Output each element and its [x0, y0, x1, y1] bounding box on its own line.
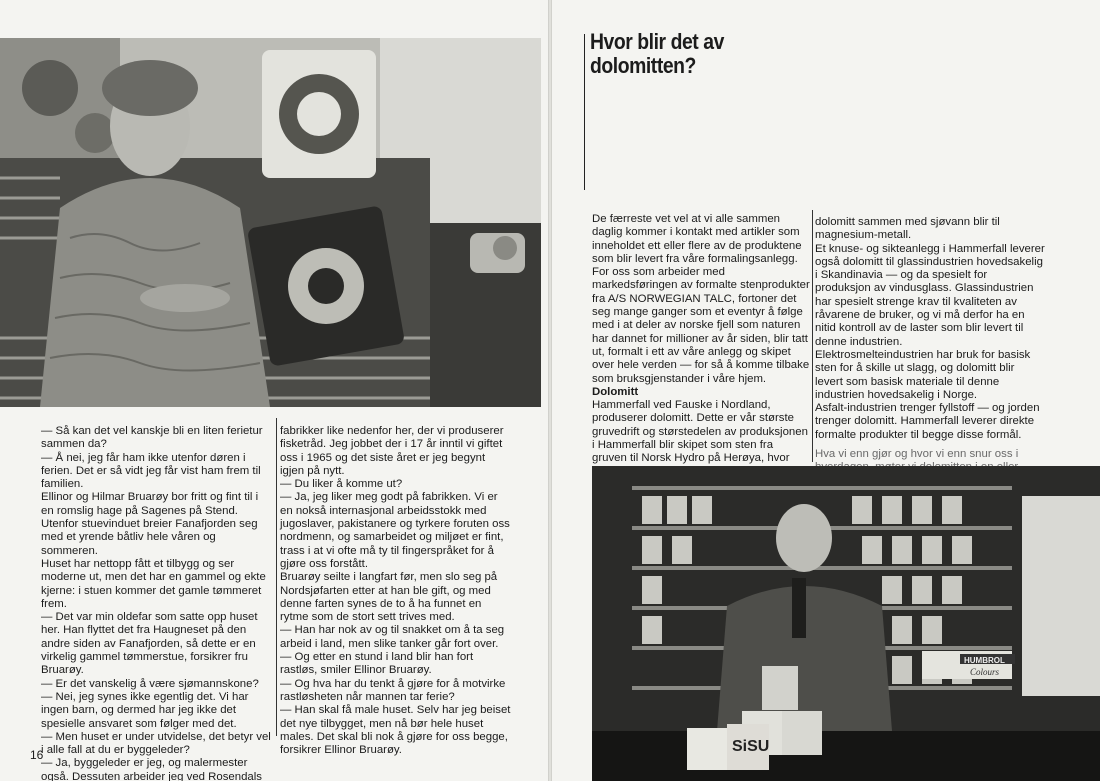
closing-paragraph: Hva vi enn gjør og hvor vi enn snur oss i: [815, 448, 1019, 461]
paragraph: — Og etter en stund i land blir han fort rastløs, smiler Ellinor Bruarøy.: [280, 651, 474, 677]
left-column-2: [280, 425, 512, 757]
left-column-1: [41, 425, 273, 781]
paragraph: dolomitt sammen med sjøvann blir til magnesium-metall.: [815, 216, 1000, 242]
paragraph: Ellinor og Hilmar Bruarøy bor fritt og fint til i en romslig hage på Sagenes på Stend. Utenfor stuevinduet breier Fanafjorden seg med et yrende båtliv hele våren og sommeren.: [41, 491, 259, 557]
shop-sign-humbrol: HUMBROL: [964, 656, 1005, 665]
right-column-2: [815, 216, 1045, 488]
column-divider: [276, 418, 277, 736]
shop-sign-colours: Colours: [970, 667, 1000, 677]
paragraph: Elektrosmelteindustrien har bruk for basisk sten for å skille ut slagg, og dolomitt blir levert som basisk materiale til denne industrien hovedsakelig i Norge.: [815, 348, 1031, 401]
paragraph: — Ja, jeg liker meg godt på fabrikken. Vi er en nokså internasjonal arbeidsstokk med jugoslaver, pakistanere og tyrkere foruten oss nordmenn, og samarbeidet og miljøet er fint, trass i at vi ofte må ty til fingerspråket for å gjøre oss forstått.: [280, 491, 510, 570]
page-number: 16: [30, 748, 44, 762]
paragraph: — Ja, byggeleder er jeg, og malermester også. Dessuten arbeider jeg ved Rosendals: [41, 757, 262, 781]
subheading: Dolomitt: [592, 385, 639, 398]
paragraph: — Det var min oldefar som satte opp huset her. Han flyttet det fra Haugneset på den andre siden av Fanafjorden, så dette er en virkelig gammel tømmerstue, forsikrer fru Bruarøy.: [41, 611, 258, 677]
right-column-1: [592, 213, 810, 466]
paragraph: — Han skal få male huset. Selv har jeg beiset det nye tilbygget, men nå bør hele huset males. Det skal bli nok å gjøre for oss begge, forsikrer Ellinor Bruarøy.: [280, 704, 511, 757]
paragraph: For oss som arbeider med markedsføringen av formalte stenprodukter fra A/S NORWEGIAN TALC, fortoner det seg mange ganger som et eventyr å følge med i at deler av norske fjell som naturen har dannet for millioner av år siden, blir tatt ut, formalt i ett av våre anlegg og skipet over hele verden — for så å komme tilbake som bruksgjenstander i våre hjem.: [592, 266, 810, 385]
paragraph: — Du liker å komme ut?: [280, 478, 403, 491]
paragraph: Et knuse- og sikteanlegg i Hammerfall leverer også dolomitt til glassindustrien hovedsakelig i Skandinavia — og da spesielt for produksjon av vindusglass. Glassindustrien har spesielt strenge krav til kvaliteten av råvarene de bruker, og vi må derfor ha en nitid kontroll av de laster som blir levert til denne industrien.: [815, 242, 1045, 348]
paragraph: — Så kan det vel kanskje bli en liten ferietur sammen da?: [41, 425, 263, 451]
paragraph: Huset har nettopp fått et tilbygg og ser moderne ut, men det har en gammel og ekte kjerne: i stuen kommer det gamle tømmeret frem.: [41, 557, 266, 610]
column-divider: [812, 210, 813, 462]
left-page: [0, 0, 548, 781]
paragraph: — Nei, jeg synes ikke egentlig det. Vi har ingen barn, og dermed har jeg ikke det spesielle ansvaret som følger med det.: [41, 690, 249, 730]
paragraph: De færreste vet vel at vi alle sammen daglig kommer i kontakt med artikler som inneholdet ett eller flere av de produktene som blir levert fra våre formalingsanlegg.: [592, 213, 802, 265]
article-title: Hvor blir det av dolomitten?: [590, 29, 724, 78]
paragraph: — Er det vanskelig å være sjømannskone?: [41, 677, 259, 690]
paragraph: Asfalt-industrien trenger fyllstoff — og jorden trenger dolomitt. Hammerfall leverer direkte formalte produkter til begge disse formål.: [815, 402, 1040, 441]
woman-on-sofa-photo: [0, 38, 541, 407]
paragraph: — Han har nok av og til snakket om å ta seg arbeid i land, men slike tanker går fort over.: [280, 624, 505, 650]
shopkeeper-with-paint-cans-photo: [592, 466, 1100, 781]
right-page: [552, 0, 1100, 781]
paragraph: — Men huset er under utvidelse, det betyr vel i alle fall at du er byggeleder?: [41, 730, 271, 757]
title-rule: [584, 34, 585, 190]
paragraph: fabrikker like nedenfor her, der vi produserer fisketråd. Jeg jobbet der i 17 år inntil vi giftet oss i 1965 og det siste året er jeg begynt igjen på nytt.: [280, 425, 504, 477]
paragraph: — Å nei, jeg får ham ikke utenfor døren i ferien. Det er så vidt jeg får vist ham frem til familien.: [41, 451, 261, 491]
paragraph: — Og hva har du tenkt å gjøre for å motvirke rastløsheten når mannen tar ferie?: [280, 677, 506, 703]
paragraph: Bruarøy seilte i langfart før, men slo seg på Nordsjøfarten etter at han ble gift, og med denne farten synes de to å ha funnet en rytme som de stort sett trives med.: [280, 571, 498, 624]
paragraph: Hammerfall ved Fauske i Nordland, produserer dolomitt. Dette er vår største gruvedrift og størstedelen av produksjonen i Hammerfall blir skipet som sten fra gruven til Norsk Hydro på Herøya, hvor: [592, 399, 808, 465]
shop-sign-sisu: SiSU: [732, 738, 770, 755]
